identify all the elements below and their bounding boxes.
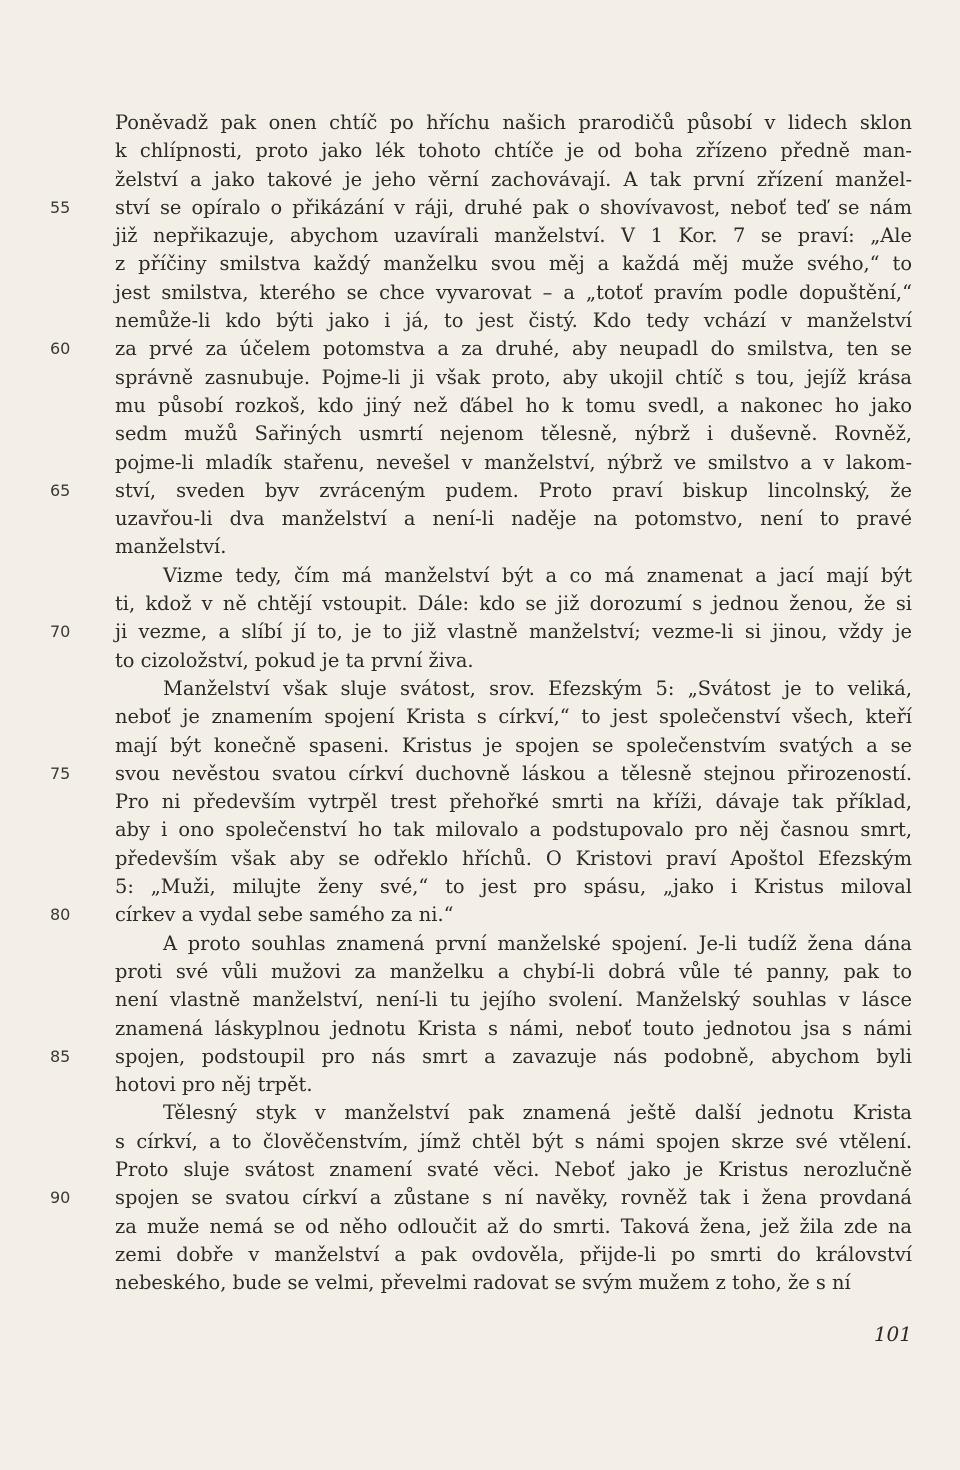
text-line: jest smilstva, kterého se chce vyvarovat – a „totoť pravím podle dopuštění,“: [115, 280, 912, 304]
text-line: Proto sluje svátost znamení svaté věci. Neboť jako je Kristus nerozlučně: [115, 1157, 912, 1181]
text-line: proti své vůli mužovi za manželku a chybí-li dobrá vůle té panny, pak to: [115, 959, 912, 983]
text-line: za prvé za účelem potomstva a za druhé, aby neupadl do smilstva, ten se: [115, 337, 912, 361]
text-line: církev a vydal sebe samého za ni.“: [115, 903, 454, 927]
text-line: aby i ono společenství ho tak milovalo a podstupovalo pro něj časnou smrt,: [115, 818, 912, 842]
text-line: ství, sveden byv zvráceným pudem. Proto praví biskup lincolnský, že: [115, 478, 912, 502]
text-line: svou nevěstou svatou církví duchovně láskou a tělesně stejnou přirozeností.: [115, 761, 912, 785]
text-line: spojen se svatou církví a zůstane s ní navěky, rovněž tak i žena provdaná: [115, 1186, 912, 1210]
margin-line-number: 90: [50, 1188, 71, 1208]
text-line: především však aby se odřeklo hříchů. O Kristovi praví Apoštol Efezským: [115, 846, 912, 870]
text-line: s církví, a to člověčenstvím, jímž chtěl být s námi spojen skrze své vtělení.: [115, 1129, 912, 1153]
text-line: nemůže-li kdo býti jako i já, to jest čistý. Kdo tedy vchází v manželství: [115, 309, 912, 333]
text-line: želství a jako takové je jeho věrní zachovávají. A tak první zřízení manžel-: [115, 167, 912, 191]
text-line: již nepřikazuje, abychom uzavírali manželství. V 1 Kor. 7 se praví: „Ale: [115, 224, 912, 248]
text-line: k chlípnosti, proto jako lék tohoto chtíče je od boha zřízeno předně man-: [115, 139, 912, 163]
margin-line-number: 70: [50, 622, 71, 642]
text-line: neboť je znamením spojení Krista s církví,“ to jest společenství všech, kteří: [115, 705, 912, 729]
text-line: správně zasnubuje. Pojme-li ji však proto, aby ukojil chtíč s tou, jejíž krása: [115, 365, 912, 389]
text-line: to cizoložství, pokud je ta první živa.: [115, 648, 474, 672]
text-line: sedm mužů Sařiných usmrtí nejenom tělesně, nýbrž i duševně. Rovněž,: [115, 422, 912, 446]
margin-line-number: 85: [50, 1046, 71, 1066]
text-line: Poněvadž pak onen chtíč po hříchu našich prarodičů působí v lidech sklon: [115, 111, 912, 134]
margin-line-number: 80: [50, 905, 71, 925]
text-line: A proto souhlas znamená první manželské spojení. Je-li tudíž žena dána: [163, 931, 912, 955]
text-line: 5: „Muži, milujte ženy své,“ to jest pro spásu, „jako i Kristus miloval: [115, 875, 912, 899]
text-line: spojen, podstoupil pro nás smrt a zavazuje nás podobně, abychom byli: [115, 1044, 912, 1068]
text-line: zemi dobře v manželství a pak ovdověla, přijde-li po smrti do království: [115, 1242, 912, 1266]
text-line: ti, kdož v ně chtějí vstoupit. Dále: kdo se již dorozumí s jednou ženou, že si: [115, 592, 912, 616]
text-line: ství se opíralo o přikázání v ráji, druhé pak o shovívavost, neboť teď se nám: [115, 195, 912, 219]
text-line: ji vezme, a slíbí jí to, je to již vlastně manželství; vezme-li si jinou, vždy je: [115, 620, 912, 644]
text-line: pojme-li mladík stařenu, nevešel v manželství, nýbrž ve smilstvo a v lakom-: [115, 450, 912, 474]
text-line: znamená láskyplnou jednotu Krista s námi, neboť touto jednotou jsa s námi: [115, 1016, 912, 1040]
text-line: manželství.: [115, 535, 227, 559]
margin-line-number: 60: [50, 339, 71, 359]
page-number: 101: [873, 1322, 912, 1346]
text-line: Tělesný styk v manželství pak znamená ještě další jednotu Krista: [163, 1101, 912, 1125]
text-line: Manželství však sluje svátost, srov. Efezským 5: „Svátost je to veliká,: [163, 676, 912, 700]
text-line: Pro ni především vytrpěl trest přehořké smrti na kříži, dávaje tak příklad,: [115, 790, 912, 814]
text-line: za muže nemá se od něho odloučit až do smrti. Taková žena, jež žila zde na: [115, 1214, 912, 1238]
text-line: Vizme tedy, čím má manželství být a co má znamenat a jací mají být: [163, 563, 912, 587]
margin-line-number: 65: [50, 480, 71, 500]
text-line: z příčiny smilstva každý manželku svou měj a každá měj muže svého,“ to: [115, 252, 912, 276]
text-line: není vlastně manželství, není-li tu jejího svolení. Manželský souhlas v lásce: [115, 988, 912, 1012]
margin-line-number: 75: [50, 763, 71, 783]
body-text: [115, 109, 912, 1297]
text-line: uzavřou-li dva manželství a není-li naděje na potomstvo, není to pravé: [115, 507, 912, 531]
text-line: nebeského, bude se velmi, převelmi radovat se svým mužem z toho, že s ní: [115, 1271, 851, 1295]
text-line: mají být konečně spaseni. Kristus je spojen se společenstvím svatých a se: [115, 733, 912, 757]
text-line: mu působí rozkoš, kdo jiný než ďábel ho k tomu svedl, a nakonec ho jako: [115, 393, 912, 417]
text-line: hotovi pro něj trpět.: [115, 1073, 313, 1097]
margin-line-number: 55: [50, 197, 71, 217]
